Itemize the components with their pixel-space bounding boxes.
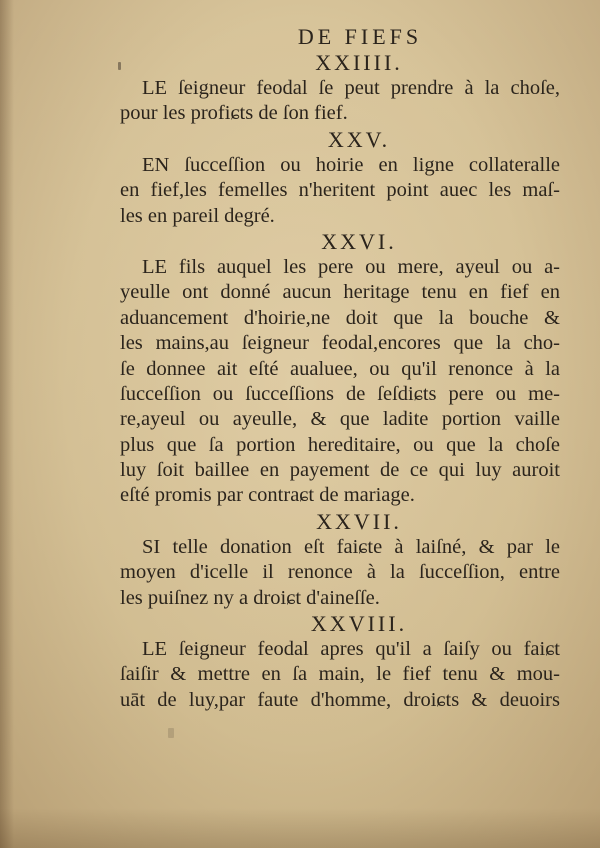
page-bottom-shadow [0,808,600,848]
text-line: pour les profiɕts de ſon fief. [120,102,348,125]
text-line: SI telle donation eſt faiɕte à laiſné, & par le [142,535,560,558]
article-heading-25: XXV. [327,126,391,152]
text-line: aduancement d'hoirie,ne doit que la bouche & [120,306,560,329]
text-line: les puiſnez ny a droiɕt d'aineſſe. [120,586,380,609]
text-line: LE fils auquel les pere ou mere, ayeul ou a- [142,255,560,278]
text-line: plus que ſa portion hereditaire, ou que la choſe [120,433,560,456]
text-line: ſucceſſion ou ſucceſſions de ſeſdiɕts pere ou me- [120,382,560,405]
page-edge-shadow [0,0,14,848]
text-line: EN ſucceſſion ou hoirie en ligne collateralle [142,153,560,176]
article-heading-26: XXVI. [321,228,397,254]
text-line: yeulle ont donné aucun heritage tenu en fief en [120,281,560,304]
text-line: luy ſoit baillee en payement de ce qui luy auroit [120,459,560,482]
text-line: re,ayeul ou ayeulle, & que ladite portion vaille [120,408,560,431]
running-head: DE FIEFS [297,24,423,49]
page-text [120,24,560,713]
text-line: eſté promis par contraɕt de mariage. [120,484,415,507]
article-heading-28: XXVIII. [310,611,408,637]
text-line: les en pareil degré. [120,204,275,227]
text-line: LE ſeigneur feodal ſe peut prendre à la choſe, [142,77,560,99]
article-heading-24: XXIIII. [315,50,403,75]
article-heading-27: XXVII. [316,508,402,534]
text-line: les mains,au ſeigneur feodal,encores que la cho- [120,332,560,355]
ink-speck [168,728,174,738]
text-line: LE ſeigneur feodal apres qu'il a ſaiſy ou faiɕt [142,638,560,661]
text-line: uāt de luy,par faute d'homme, droiɕts & deuoirs [120,688,560,711]
text-line: en fief,les femelles n'heritent point auec les maſ- [120,179,560,202]
text-line: ſaiſir & mettre en ſa main, le fief tenu & mou- [120,663,560,686]
text-line: moyen d'icelle il renonce à la ſucceſſion, entre [120,561,560,584]
text-line: ſe donnee ait eſté aualuee, ou qu'il renonce à la [120,357,560,380]
